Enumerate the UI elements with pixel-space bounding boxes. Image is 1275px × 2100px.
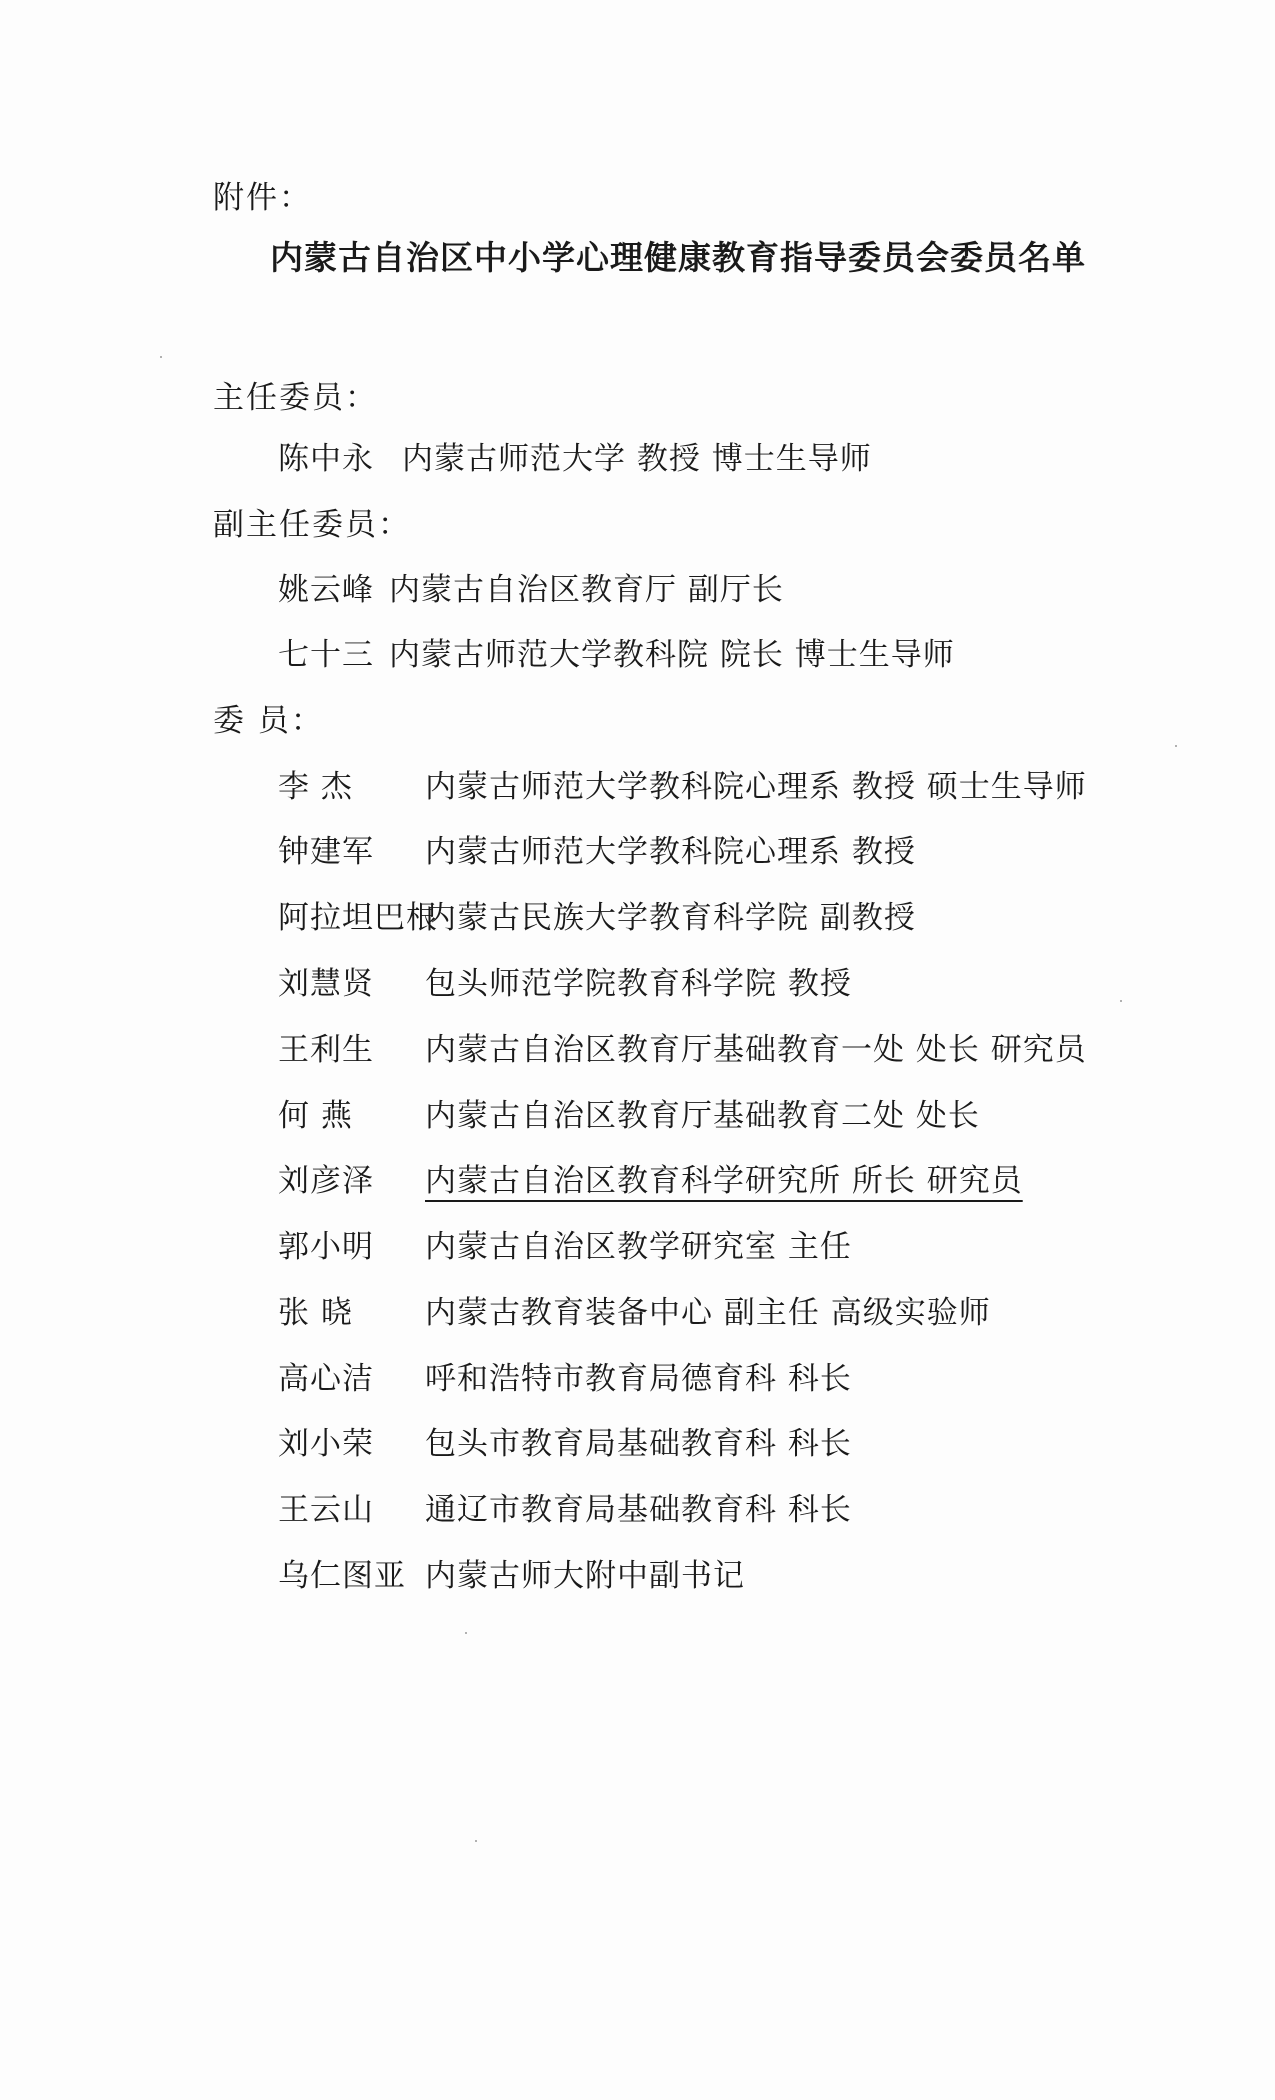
- list-item: [278, 564, 784, 609]
- scan-speck: [475, 1840, 477, 1842]
- list-item: [278, 1353, 852, 1398]
- person-position: 内蒙古师范大学 教授 博士生导师: [402, 441, 872, 477]
- scan-speck: [1175, 745, 1177, 747]
- person-name: 王云山: [278, 1492, 374, 1528]
- attachment-label: 附件：: [213, 180, 312, 216]
- list-item: [278, 826, 916, 871]
- person-name: 李 杰: [278, 769, 353, 805]
- list-item: [278, 1090, 980, 1135]
- list-item: [278, 1287, 991, 1332]
- person-position: 内蒙古自治区教育厅基础教育一处 处长 研究员: [425, 1032, 1087, 1068]
- person-name: 刘彦泽: [278, 1163, 374, 1199]
- section-director-label: 主任委员：: [213, 380, 378, 416]
- person-name: 张 晓: [278, 1295, 353, 1331]
- list-item: [278, 1155, 1023, 1200]
- list-item: [278, 1024, 1087, 1069]
- scan-speck: [465, 1632, 467, 1634]
- person-position: 呼和浩特市教育局德育科 科长: [425, 1361, 852, 1397]
- person-position: 通辽市教育局基础教育科 科长: [425, 1492, 852, 1528]
- person-position: 内蒙古教育装备中心 副主任 高级实验师: [425, 1295, 991, 1331]
- list-item: [278, 1418, 852, 1463]
- list-item: [278, 629, 955, 674]
- person-name: 高心洁: [278, 1361, 374, 1397]
- list-item: [278, 1484, 852, 1529]
- section-members-label: 委 员：: [213, 703, 324, 739]
- person-position: 内蒙古自治区教育科学研究所 所长 研究员: [425, 1163, 1023, 1199]
- person-name: 郭小明: [278, 1229, 374, 1265]
- person-position: 内蒙古自治区教育厅基础教育二处 处长: [425, 1098, 980, 1134]
- person-position: 包头市教育局基础教育科 科长: [425, 1426, 852, 1462]
- document-title: 内蒙古自治区中小学心理健康教育指导委员会委员名单: [270, 238, 1086, 277]
- person-name: 刘小荣: [278, 1426, 374, 1462]
- scan-speck: [160, 356, 162, 358]
- list-item: [278, 892, 916, 937]
- person-name: 陈中永: [278, 441, 374, 477]
- scan-speck: [1120, 1000, 1122, 1002]
- person-position: 内蒙古自治区教学研究室 主任: [425, 1229, 852, 1265]
- list-item: [278, 1550, 745, 1595]
- person-name: 钟建军: [278, 834, 374, 870]
- list-item: [278, 958, 852, 1003]
- person-name: 阿拉坦巴根: [278, 900, 438, 936]
- person-name: 何 燕: [278, 1098, 353, 1134]
- list-item: [278, 1221, 852, 1266]
- person-position: 内蒙古自治区教育厅 副厅长: [389, 572, 784, 608]
- person-name: 姚云峰: [278, 572, 374, 608]
- list-item: [278, 761, 1087, 806]
- person-name: 刘慧贤: [278, 966, 374, 1002]
- person-position: 内蒙古民族大学教育科学院 副教授: [425, 900, 916, 936]
- person-name: 王利生: [278, 1032, 374, 1068]
- person-position: 包头师范学院教育科学院 教授: [425, 966, 852, 1002]
- list-item: [278, 433, 872, 478]
- person-position: 内蒙古师范大学教科院 院长 博士生导师: [389, 637, 955, 673]
- person-name: 乌仁图亚: [278, 1558, 406, 1594]
- person-position: 内蒙古师大附中副书记: [425, 1558, 745, 1594]
- person-position: 内蒙古师范大学教科院心理系 教授: [425, 834, 916, 870]
- section-deputy-label: 副主任委员：: [213, 507, 411, 543]
- person-name: 七十三: [278, 637, 374, 673]
- person-position: 内蒙古师范大学教科院心理系 教授 硕士生导师: [425, 769, 1087, 805]
